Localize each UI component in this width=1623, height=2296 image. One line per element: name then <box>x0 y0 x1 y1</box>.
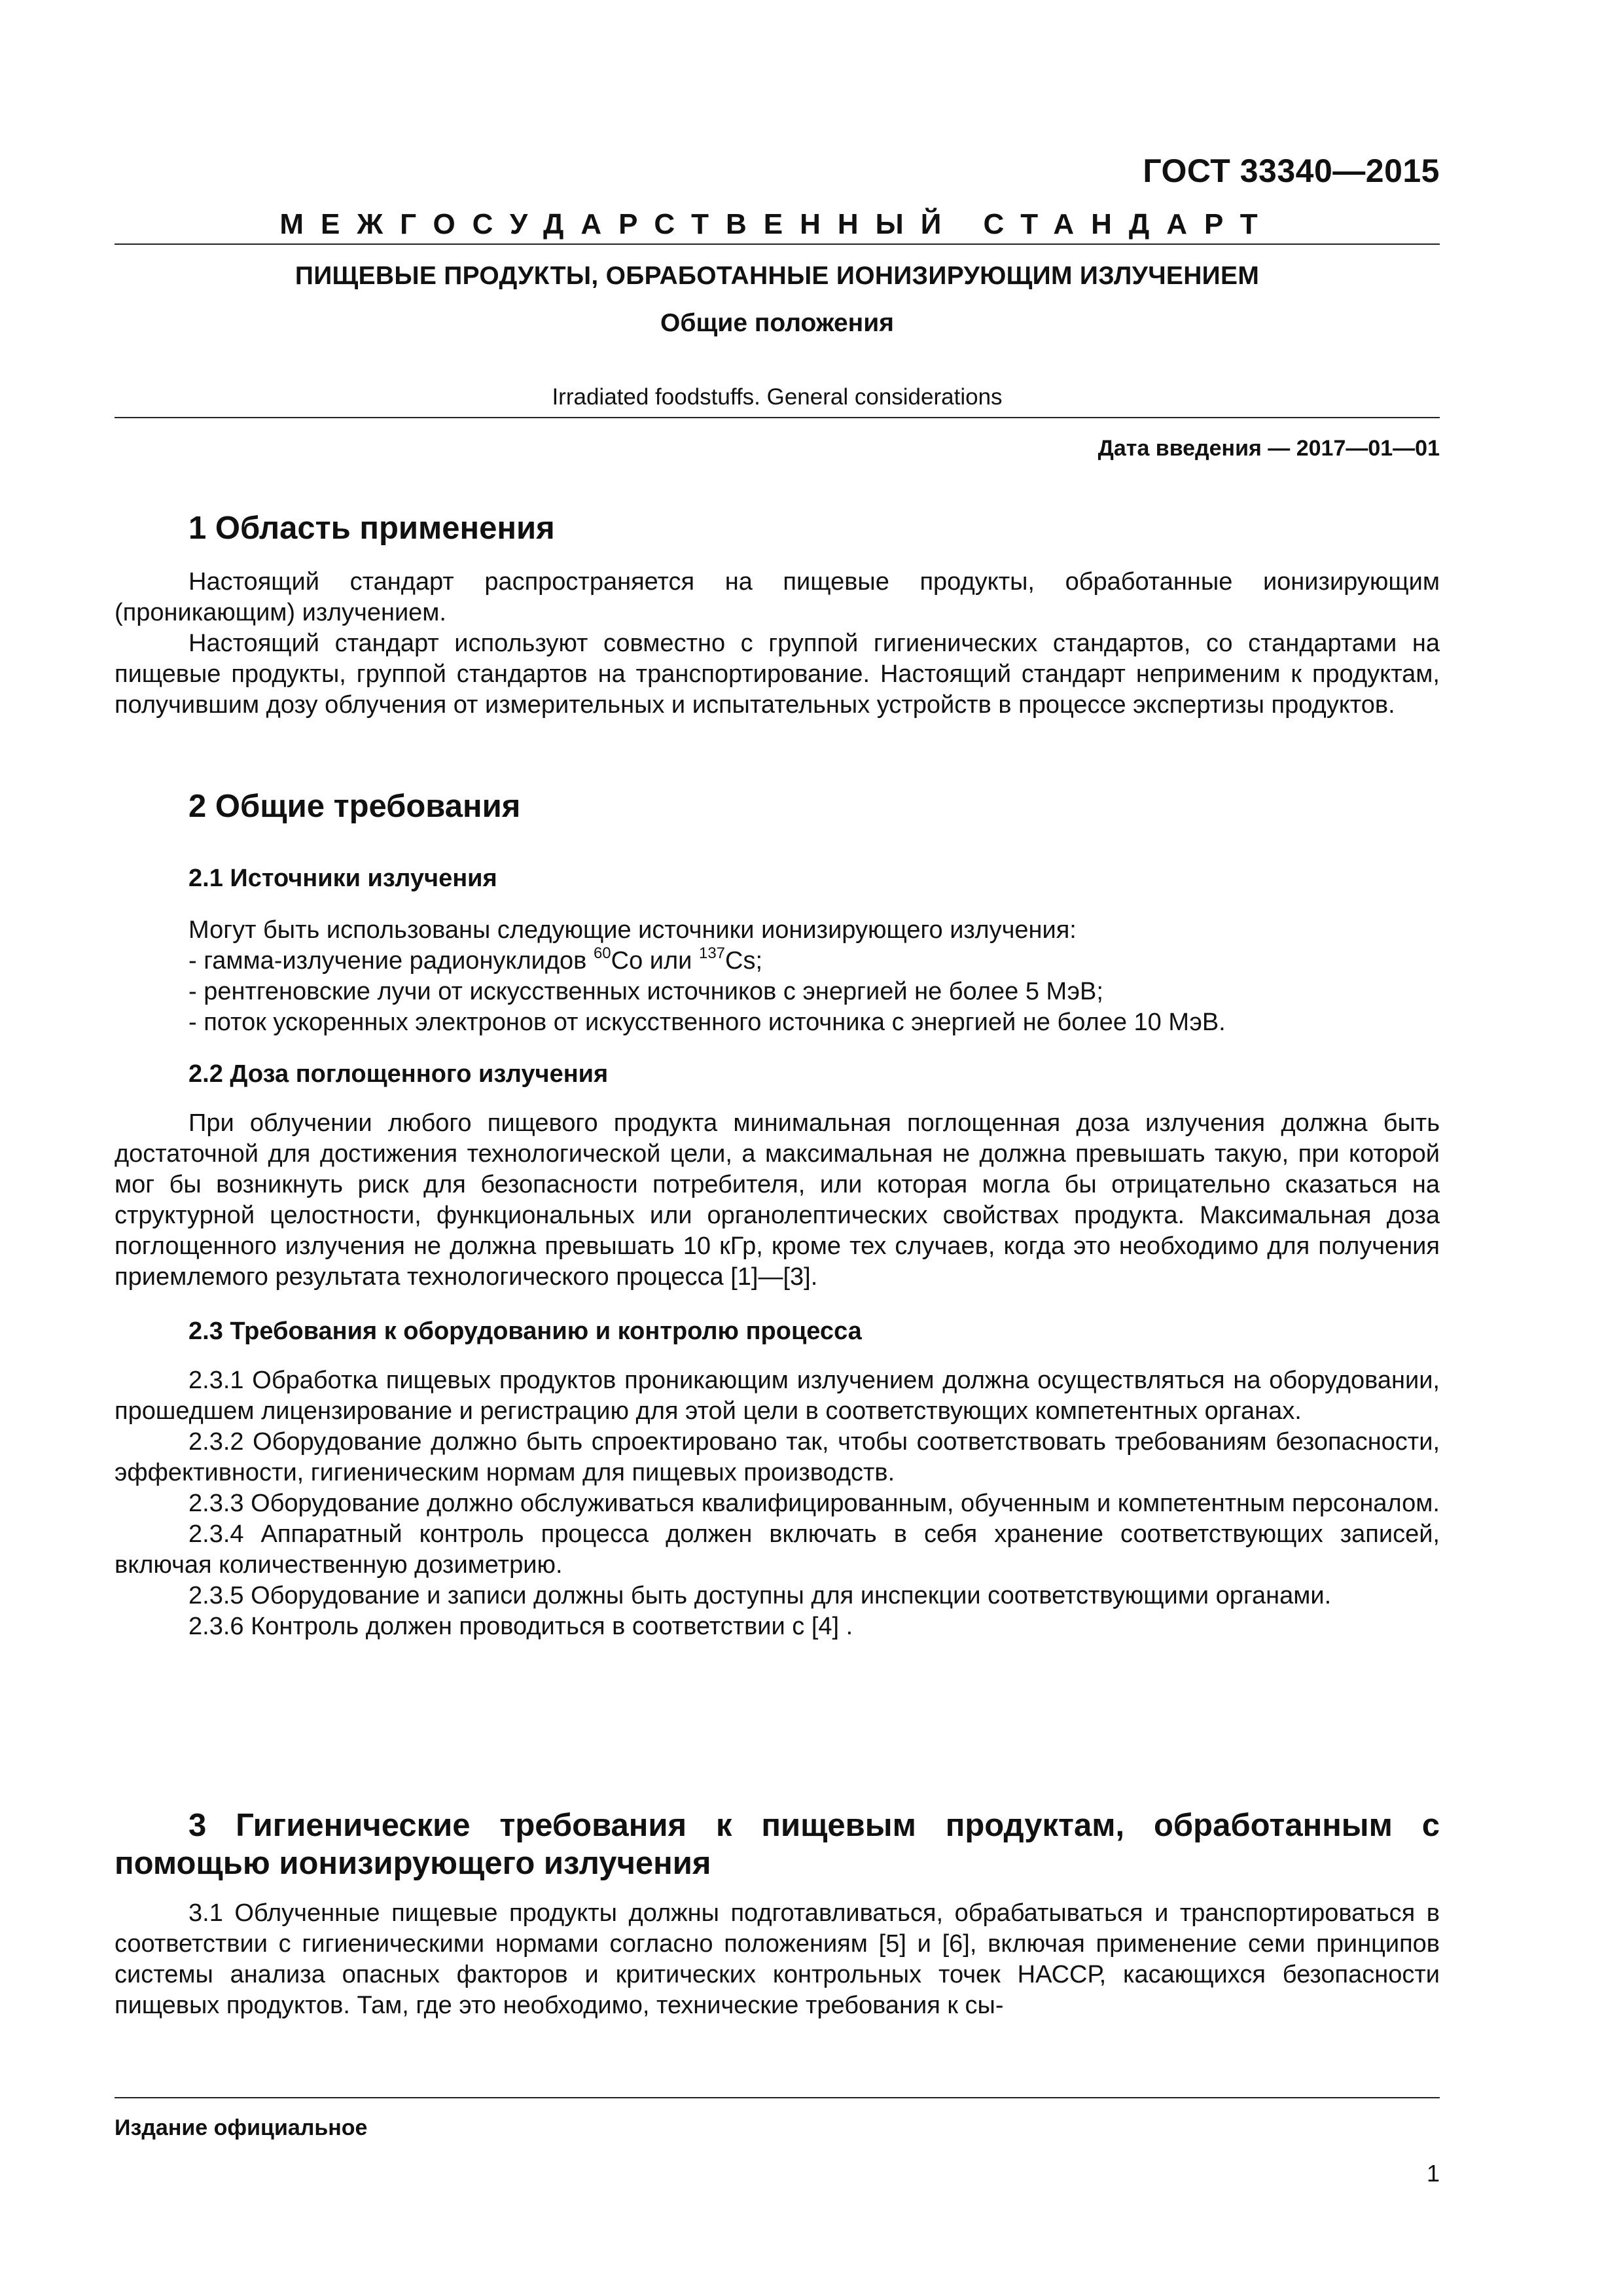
subsection-2-1-heading: 2.1 Источники излучения <box>188 865 497 892</box>
section-2 <box>115 787 1440 1642</box>
header-rule-bottom <box>115 417 1440 418</box>
radiation-source-item-2: - рентгеновские лучи от искусственных источников с энергией не более 5 МэВ; <box>188 978 1103 1005</box>
radiation-source-item-1 <box>115 946 1440 977</box>
page-number: 1 <box>1426 2160 1440 2187</box>
section-1 <box>115 509 1440 721</box>
cesium-isotope-number: 137 <box>698 944 726 962</box>
clause-2-3-4: 2.3.4 Аппаратный контроль процесса должен включать в себя хранение соответствующих записей, включая количественную дозиметрию. <box>115 1520 1440 1579</box>
clause-3-1: 3.1 Облученные пищевые продукты должны подготавливаться, обрабатываться и транспортироваться в соответствии с гигиеническими нормами согласно положениям [5] и [6], включая применение семи принципов системы анализа опасных факторов и критических контрольных точек НАССР, касающихся безопасности пищевых продуктов. Там, где это необходимо, технические требования к сы- <box>115 1899 1440 2019</box>
radiation-source-item-1-suffix: Cs; <box>725 947 763 975</box>
section-2-heading: 2 Общие требования <box>188 789 521 824</box>
official-edition-label: Издание официальное <box>115 2115 368 2140</box>
document-title-english: Irradiated foodstuffs. General considerations <box>552 384 1003 410</box>
introduction-date: Дата введения — 2017—01—01 <box>1097 436 1440 461</box>
clause-2-3-6: 2.3.6 Контроль должен проводиться в соответствии с [4] . <box>188 1613 853 1640</box>
section-3 <box>115 1806 1440 2021</box>
document-subtitle: Общие положения <box>660 309 894 337</box>
section-1-paragraph-2: Настоящий стандарт используют совместно с группой гигиенических стандартов, со стандартами на пищевые продукты, группой стандартов на транспортирование. Настоящий стандарт неприменим к продуктам, получившим дозу облучения от измерительных и испытательных устройств в процессе экспертизы продуктов. <box>115 630 1440 719</box>
document-title: ПИЩЕВЫЕ ПРОДУКТЫ, ОБРАБОТАННЫЕ ИОНИЗИРУЮЩИМ ИЗЛУЧЕНИЕМ <box>294 262 1260 290</box>
subsection-2-2-paragraph: При облучении любого пищевого продукта минимальная поглощенная доза излучения должна быть достаточной для достижения технологической цели, а максимальная не должна превышать такую, при которой мог бы возникнуть риск для безопасности потребителя, или которая могла бы отрицательно сказаться на структурной целостности, функциональных или органолептических свойствах продукта. Максимальная доза поглощенного излучения не должна превышать 10 кГр, кроме тех случаев, когда это необходимо для получения приемлемого результата технологического процесса [1]—[3]. <box>115 1109 1440 1291</box>
clause-2-3-3: 2.3.3 Оборудование должно обслуживаться квалифицированным, обученным и компетентным персоналом. <box>188 1490 1440 1517</box>
radiation-source-item-3: - поток ускоренных электронов от искусственного источника с энергией не более 10 МэВ. <box>188 1009 1226 1036</box>
standard-number: ГОСТ 33340—2015 <box>1143 152 1440 189</box>
clause-2-3-1: 2.3.1 Обработка пищевых продуктов проникающим излучением должна осуществляться на оборудовании, прошедшем лицензирование и регистрацию для этой цели в соответствующих компетентных органах. <box>115 1367 1440 1425</box>
clause-2-3-2: 2.3.2 Оборудование должно быть спроектировано так, чтобы соответствовать требованиям безопасности, эффективности, гигиеническим нормам для пищевых производств. <box>115 1428 1440 1486</box>
subsection-2-2-heading: 2.2 Доза поглощенного излучения <box>188 1060 609 1088</box>
subsection-2-3-heading: 2.3 Требования к оборудованию и контролю процесса <box>188 1318 862 1345</box>
section-3-heading: 3 Гигиенические требования к пищевым продуктам, обработанным с помощью ионизирующего излучения <box>115 1808 1440 1881</box>
section-1-paragraph-1: Настоящий стандарт распространяется на пищевые продукты, обработанные ионизирующим (проникающим) излучением. <box>115 568 1440 626</box>
interstate-standard-label: МЕЖГОСУДАРСТВЕННЫЙ СТАНДАРТ <box>279 208 1275 240</box>
subsection-2-1-intro: Могут быть использованы следующие источники ионизирующего излучения: <box>188 916 1077 944</box>
radiation-source-item-1-prefix: - гамма-излучение радионуклидов <box>188 947 594 975</box>
section-1-heading: 1 Область применения <box>188 511 555 546</box>
clause-2-3-5: 2.3.5 Оборудование и записи должны быть доступны для инспекции соответствующими органами. <box>188 1582 1332 1609</box>
header-rule-top <box>115 243 1440 245</box>
footer-rule <box>115 2097 1440 2098</box>
radiation-source-item-1-mid: Со или <box>611 947 699 975</box>
cobalt-isotope-number: 60 <box>593 944 611 962</box>
